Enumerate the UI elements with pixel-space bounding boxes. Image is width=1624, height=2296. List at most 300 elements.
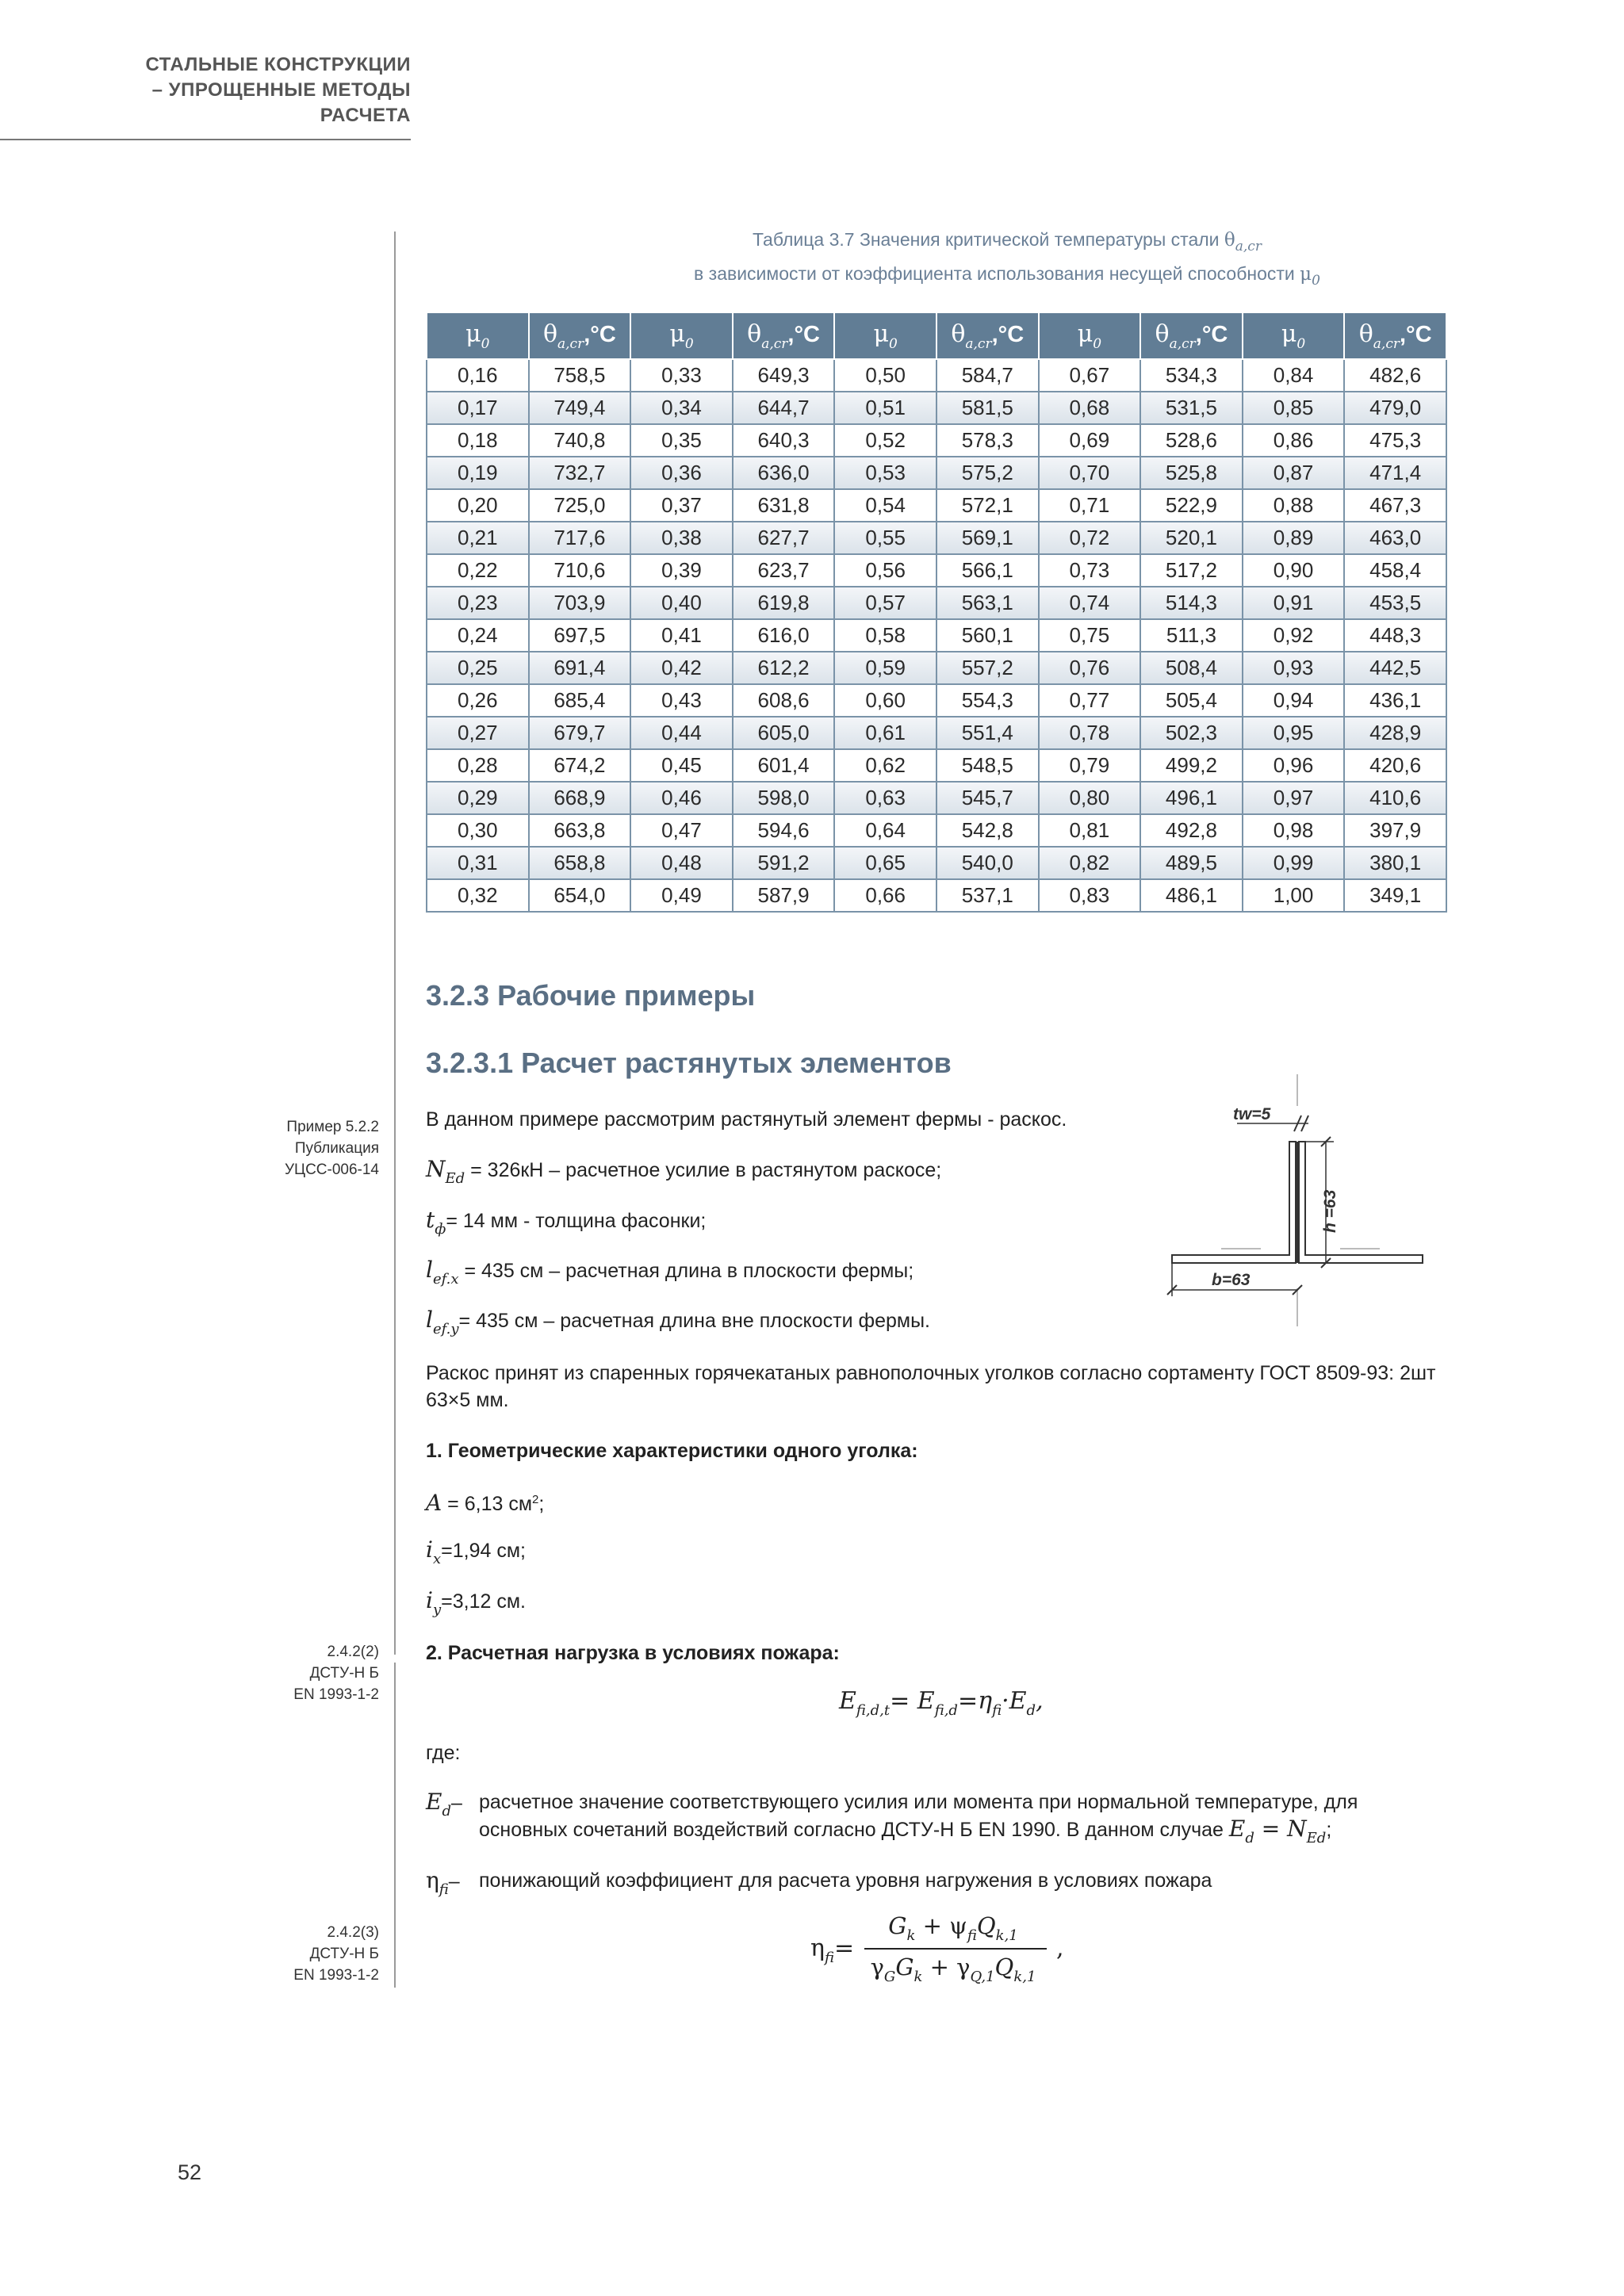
- param-iy: [426, 1587, 526, 1624]
- f2-num-mid: + ψ: [915, 1912, 967, 1939]
- table-cell: 463,0: [1344, 522, 1446, 554]
- param-ned: [426, 1156, 941, 1192]
- f2-num-end: Q: [976, 1912, 996, 1939]
- formula-eta-numerator: [858, 1912, 1048, 1944]
- table-cell: 0,37: [630, 489, 733, 522]
- section-heading-3-2-3-1: 3.2.3.1 Расчет растянутых элементов: [426, 1047, 952, 1079]
- tf-symbol: t: [426, 1207, 435, 1233]
- where-label: где:: [426, 1742, 461, 1764]
- table-cell: 0,68: [1039, 392, 1141, 424]
- ed-eq-rhs-sub: Ed: [1306, 1830, 1327, 1846]
- table-cell: 0,65: [834, 847, 936, 879]
- table-cell: 0,35: [630, 424, 733, 457]
- table-cell: 508,4: [1140, 652, 1243, 684]
- table-cell: 591,2: [733, 847, 835, 879]
- table-cell: 410,6: [1344, 782, 1446, 814]
- table-cell: 548,5: [936, 749, 1039, 782]
- table-cell: 0,20: [427, 489, 529, 522]
- side-note-1-line-1: Пример 5.2.2: [286, 1119, 379, 1135]
- table-cell: 0,16: [427, 359, 529, 392]
- table-cell: 528,6: [1140, 424, 1243, 457]
- table-cell: 594,6: [733, 814, 835, 847]
- fraction-bar: [864, 1948, 1047, 1950]
- table-header-cell: [630, 312, 733, 359]
- side-note-3-line-2: ДСТУ-Н Б: [309, 1946, 379, 1962]
- table-cell: 0,83: [1039, 879, 1141, 912]
- table-cell: 0,81: [1039, 814, 1141, 847]
- table-cell: 569,1: [936, 522, 1039, 554]
- f1-b: = E: [890, 1687, 935, 1715]
- table-cell: 0,41: [630, 619, 733, 652]
- ed-term-dash: –: [450, 1792, 462, 1814]
- critical-temperature-table: [426, 312, 1447, 913]
- ed-eq-tail: ;: [1326, 1819, 1332, 1841]
- ed-desc-text: расчетное значение соответствующего усилия или момента при нормальной температуре, для основных сочетаний воздействий согласно ДСТУ-Н Б EN 1990. В данном случае: [479, 1791, 1358, 1841]
- header-symbol: μ: [1077, 320, 1094, 348]
- load-title: 2. Расчетная нагрузка в условиях пожара:: [426, 1642, 840, 1664]
- header-unit: ,°C: [787, 321, 820, 347]
- lefy-sub: ef.y: [432, 1321, 459, 1337]
- header-symbol: θ: [542, 320, 558, 348]
- table-cell: 697,5: [529, 619, 631, 652]
- table-cell: 0,69: [1039, 424, 1141, 457]
- table-cell: 627,7: [733, 522, 835, 554]
- table-cell: 525,8: [1140, 457, 1243, 489]
- table-row: [427, 424, 1446, 457]
- table-cell: 608,6: [733, 684, 835, 717]
- table-cell: 0,71: [1039, 489, 1141, 522]
- ed-term-sub: d: [442, 1803, 451, 1820]
- table-cell: 0,90: [1243, 554, 1345, 587]
- table-cell: 551,4: [936, 717, 1039, 749]
- table-cell: 475,3: [1344, 424, 1446, 457]
- table-header-cell: [1344, 312, 1446, 359]
- table-cell: 658,8: [529, 847, 631, 879]
- header-subscript: a,cr: [965, 335, 992, 352]
- header-line-2: – УПРОЩЕННЫЕ МЕТОДЫ: [151, 79, 411, 101]
- side-note-3-line-1: 2.4.2(3): [327, 1924, 379, 1941]
- table-cell: 668,9: [529, 782, 631, 814]
- table-cell: 578,3: [936, 424, 1039, 457]
- table-cell: 0,40: [630, 587, 733, 619]
- table-cell: 0,80: [1039, 782, 1141, 814]
- table-cell: 1,00: [1243, 879, 1345, 912]
- table-cell: 0,55: [834, 522, 936, 554]
- lefy-symbol: l: [426, 1307, 433, 1333]
- header-symbol: θ: [951, 320, 966, 348]
- eta-term-dash: –: [448, 1870, 460, 1892]
- table-header-cell: [1039, 312, 1141, 359]
- table-cell: 542,8: [936, 814, 1039, 847]
- table-cell: 679,7: [529, 717, 631, 749]
- table-cell: 0,64: [834, 814, 936, 847]
- table-cell: 584,7: [936, 359, 1039, 392]
- table-header-cell: [1140, 312, 1243, 359]
- area-tail: ;: [538, 1493, 545, 1515]
- table-cell: 0,45: [630, 749, 733, 782]
- def-ed-desc: [479, 1789, 1448, 1852]
- table-cell: 560,1: [936, 619, 1039, 652]
- header-subscript: a,cr: [761, 335, 788, 352]
- table-cell: 0,99: [1243, 847, 1345, 879]
- side-note-1-line-3: УЦСС-006-14: [284, 1161, 379, 1178]
- table-cell: 605,0: [733, 717, 835, 749]
- table-cell: 0,76: [1039, 652, 1141, 684]
- geom-title: 1. Геометрические характеристики одного уголка:: [426, 1440, 918, 1462]
- ned-symbol: N: [426, 1156, 446, 1182]
- table-cell: 0,61: [834, 717, 936, 749]
- table-cell: 397,9: [1344, 814, 1446, 847]
- def-eta-term: [426, 1867, 460, 1904]
- param-area: [426, 1487, 544, 1517]
- table-cell: 537,1: [936, 879, 1039, 912]
- table-cell: 0,84: [1243, 359, 1345, 392]
- margin-rule-lower: [394, 1663, 396, 1988]
- formula-eta-denominator: [858, 1954, 1048, 1985]
- table-cell: 0,25: [427, 652, 529, 684]
- f2-num-sub: k: [906, 1927, 916, 1944]
- table-cell: 572,1: [936, 489, 1039, 522]
- table-cell: 442,5: [1344, 652, 1446, 684]
- f2-den-mid: + γ: [922, 1954, 971, 1980]
- table-cell: 453,5: [1344, 587, 1446, 619]
- table-cell: 691,4: [529, 652, 631, 684]
- table-cell: 0,73: [1039, 554, 1141, 587]
- table-row: [427, 392, 1446, 424]
- header-subscript: 0: [684, 335, 694, 352]
- ix-text: =1,94 см;: [441, 1540, 526, 1562]
- table-cell: 0,66: [834, 879, 936, 912]
- table-row: [427, 522, 1446, 554]
- table-header-cell: [733, 312, 835, 359]
- table-cell: 0,93: [1243, 652, 1345, 684]
- side-note-2-line-3: EN 1993-1-2: [293, 1686, 379, 1703]
- table-cell: 0,77: [1039, 684, 1141, 717]
- header-subscript: 0: [1093, 335, 1102, 352]
- page-number: 52: [178, 2160, 202, 2184]
- caption-line2-text: в зависимости от коэффициента использования несущей способности: [694, 263, 1300, 284]
- table-cell: 0,79: [1039, 749, 1141, 782]
- table-cell: 619,8: [733, 587, 835, 619]
- formula-eta-tail: ,: [1056, 1934, 1064, 1962]
- table-cell: 492,8: [1140, 814, 1243, 847]
- formula-fire-effect: [839, 1687, 1044, 1719]
- f2-num: G: [888, 1912, 907, 1939]
- table-cell: 644,7: [733, 392, 835, 424]
- header-subscript: 0: [481, 335, 490, 352]
- table-cell: 0,17: [427, 392, 529, 424]
- ed-eq-mid: =: [1254, 1816, 1288, 1842]
- ed-eq-rhs: N: [1287, 1816, 1307, 1842]
- table-cell: 428,9: [1344, 717, 1446, 749]
- table-cell: 0,57: [834, 587, 936, 619]
- table-cell: 349,1: [1344, 879, 1446, 912]
- table-cell: 496,1: [1140, 782, 1243, 814]
- area-sup: 2: [532, 1493, 539, 1506]
- f1-tail: ,: [1036, 1687, 1044, 1715]
- table-cell: 545,7: [936, 782, 1039, 814]
- table-row: [427, 554, 1446, 587]
- f1-a: E: [839, 1687, 856, 1715]
- table-header-row: [427, 312, 1446, 359]
- header-subscript: 0: [1297, 335, 1306, 352]
- f1-c-sub: fi: [992, 1702, 1002, 1719]
- table-cell: 663,8: [529, 814, 631, 847]
- table-cell: 499,2: [1140, 749, 1243, 782]
- f2-den-end: Q: [994, 1954, 1014, 1980]
- lefy-text: = 435 см – расчетная длина вне плоскости фермы.: [458, 1310, 931, 1332]
- side-note-example: [285, 1116, 379, 1181]
- table-row: [427, 879, 1446, 912]
- table-cell: 703,9: [529, 587, 631, 619]
- table-cell: 0,32: [427, 879, 529, 912]
- table-cell: 0,50: [834, 359, 936, 392]
- param-tf: [426, 1207, 706, 1243]
- table-cell: 0,26: [427, 684, 529, 717]
- table-cell: 0,91: [1243, 587, 1345, 619]
- table-cell: 0,62: [834, 749, 936, 782]
- table-cell: 0,29: [427, 782, 529, 814]
- f2-den-mid-sub: Q,1: [970, 1969, 995, 1985]
- table-cell: 0,27: [427, 717, 529, 749]
- caption-theta: θ: [1224, 230, 1235, 251]
- header-subscript: a,cr: [557, 335, 584, 352]
- table-cell: 554,3: [936, 684, 1039, 717]
- ix-sub: x: [432, 1551, 442, 1567]
- f1-b-sub: fi,d: [934, 1702, 958, 1719]
- table-cell: 0,44: [630, 717, 733, 749]
- table-cell: 0,78: [1039, 717, 1141, 749]
- table-cell: 0,85: [1243, 392, 1345, 424]
- running-header: [146, 52, 411, 128]
- angle-section-diagram: [1158, 1074, 1443, 1328]
- f2-num-end-sub: k,1: [995, 1927, 1018, 1944]
- table-cell: 520,1: [1140, 522, 1243, 554]
- table-row: [427, 489, 1446, 522]
- eta-term-sub: fi: [439, 1881, 449, 1898]
- table-cell: 531,5: [1140, 392, 1243, 424]
- table-cell: 0,42: [630, 652, 733, 684]
- table-row: [427, 749, 1446, 782]
- table-cell: 0,38: [630, 522, 733, 554]
- lefx-text: = 435 см – расчетная длина в плоскости фермы;: [458, 1260, 914, 1282]
- table-cell: 486,1: [1140, 879, 1243, 912]
- header-subscript: a,cr: [1169, 335, 1196, 352]
- param-lefx: [426, 1257, 914, 1293]
- table-cell: 489,5: [1140, 847, 1243, 879]
- table-cell: 502,3: [1140, 717, 1243, 749]
- table-cell: 436,1: [1344, 684, 1446, 717]
- def-eta-desc: понижающий коэффициент для расчета уровня нагружения в условиях пожара: [479, 1869, 1212, 1892]
- table-cell: 0,52: [834, 424, 936, 457]
- header-subscript: 0: [889, 335, 898, 352]
- table-cell: 0,74: [1039, 587, 1141, 619]
- iy-sub: y: [432, 1601, 442, 1618]
- table-cell: 479,0: [1344, 392, 1446, 424]
- area-text: = 6,13 см: [442, 1493, 533, 1515]
- table-cell: 612,2: [733, 652, 835, 684]
- table-cell: 0,51: [834, 392, 936, 424]
- ned-text: = 326кН – расчетное усилие в растянутом раскосе;: [465, 1159, 942, 1181]
- table-row: [427, 652, 1446, 684]
- lefx-symbol: l: [426, 1257, 433, 1283]
- left-angle: [1172, 1142, 1296, 1263]
- table-cell: 649,3: [733, 359, 835, 392]
- table-cell: 0,46: [630, 782, 733, 814]
- caption-line1-text: Таблица 3.7 Значения критической температуры стали: [753, 229, 1224, 250]
- table-cell: 420,6: [1344, 749, 1446, 782]
- table-cell: 0,30: [427, 814, 529, 847]
- table-cell: 0,97: [1243, 782, 1345, 814]
- f1-c: =η: [957, 1687, 993, 1715]
- table-cell: 0,56: [834, 554, 936, 587]
- f1-a-sub: fi,d,t: [856, 1702, 891, 1719]
- table-cell: 0,19: [427, 457, 529, 489]
- table-cell: 0,92: [1243, 619, 1345, 652]
- def-ed-term: [426, 1789, 462, 1825]
- table-cell: 640,3: [733, 424, 835, 457]
- table-row: [427, 457, 1446, 489]
- ed-term-symbol: E: [426, 1789, 442, 1815]
- table-cell: 587,9: [733, 879, 835, 912]
- side-note-3-line-3: EN 1993-1-2: [293, 1967, 379, 1984]
- table-cell: 0,67: [1039, 359, 1141, 392]
- table-cell: 482,6: [1344, 359, 1446, 392]
- table-cell: 0,47: [630, 814, 733, 847]
- tw-label: tw=5: [1233, 1105, 1271, 1123]
- table-cell: 0,43: [630, 684, 733, 717]
- area-symbol: A: [426, 1490, 442, 1516]
- table-cell: 0,31: [427, 847, 529, 879]
- table-cell: 623,7: [733, 554, 835, 587]
- table-cell: 0,33: [630, 359, 733, 392]
- example-intro: В данном примере рассмотрим растянутый элемент фермы - раскос.: [426, 1108, 1067, 1131]
- table-cell: 0,53: [834, 457, 936, 489]
- table-cell: 517,2: [1140, 554, 1243, 587]
- header-symbol: μ: [873, 320, 889, 348]
- ned-sub: Ed: [445, 1170, 465, 1187]
- f1-d-sub: d: [1026, 1702, 1036, 1719]
- header-symbol: θ: [1358, 320, 1373, 348]
- table-cell: 0,86: [1243, 424, 1345, 457]
- side-note-2-line-1: 2.4.2(2): [327, 1644, 379, 1660]
- section-heading-3-2-3: 3.2.3 Рабочие примеры: [426, 979, 756, 1012]
- f2-eq: =: [834, 1934, 855, 1962]
- table-cell: 575,2: [936, 457, 1039, 489]
- table-cell: 522,9: [1140, 489, 1243, 522]
- table-cell: 0,88: [1243, 489, 1345, 522]
- formula-eta-lhs: [810, 1934, 854, 1966]
- f2-num-mid-sub: fi: [967, 1927, 977, 1944]
- table-cell: 471,4: [1344, 457, 1446, 489]
- table-cell: 616,0: [733, 619, 835, 652]
- table-cell: 654,0: [529, 879, 631, 912]
- right-angle: [1299, 1142, 1423, 1263]
- table-cell: 458,4: [1344, 554, 1446, 587]
- header-unit: ,°C: [1399, 321, 1432, 347]
- header-unit: ,°C: [1195, 321, 1228, 347]
- tf-sub: ф: [435, 1221, 446, 1238]
- table-cell: 636,0: [733, 457, 835, 489]
- caption-mu: μ: [1300, 264, 1312, 285]
- ed-eq-lhs: E: [1228, 1816, 1246, 1842]
- header-line-1: СТАЛЬНЫЕ КОНСТРУКЦИИ: [145, 54, 411, 75]
- table-header-cell: [834, 312, 936, 359]
- header-subscript: a,cr: [1373, 335, 1400, 352]
- table-cell: 448,3: [1344, 619, 1446, 652]
- table-cell: 601,4: [733, 749, 835, 782]
- table-cell: 566,1: [936, 554, 1039, 587]
- table-row: [427, 587, 1446, 619]
- table-cell: 0,54: [834, 489, 936, 522]
- eta-term-symbol: η: [426, 1867, 439, 1893]
- table-row: [427, 619, 1446, 652]
- table-cell: 0,96: [1243, 749, 1345, 782]
- table-cell: 563,1: [936, 587, 1039, 619]
- table-cell: 0,95: [1243, 717, 1345, 749]
- table-header-cell: [427, 312, 529, 359]
- header-symbol: μ: [669, 320, 685, 348]
- iy-text: =3,12 см.: [441, 1590, 526, 1613]
- table-cell: 0,28: [427, 749, 529, 782]
- table-cell: 710,6: [529, 554, 631, 587]
- table-cell: 540,0: [936, 847, 1039, 879]
- table-header-cell: [936, 312, 1039, 359]
- table-row: [427, 847, 1446, 879]
- table-body: [427, 359, 1446, 912]
- header-symbol: μ: [1281, 320, 1297, 348]
- table-row: [427, 359, 1446, 392]
- table-cell: 717,6: [529, 522, 631, 554]
- table-cell: 0,75: [1039, 619, 1141, 652]
- table-cell: 0,72: [1039, 522, 1141, 554]
- header-unit: ,°C: [584, 321, 616, 347]
- side-note-2-line-2: ДСТУ-Н Б: [309, 1665, 379, 1682]
- table-cell: 749,4: [529, 392, 631, 424]
- table-cell: 631,8: [733, 489, 835, 522]
- table-cell: 511,3: [1140, 619, 1243, 652]
- table-header-cell: [529, 312, 631, 359]
- section-note: Раскос принят из спаренных горячекатаных равнополочных уголков согласно сортаменту ГОСТ 8509-93: 2шт 63×5 мм.: [426, 1362, 1436, 1411]
- table-row: [427, 782, 1446, 814]
- header-rule: [0, 139, 411, 140]
- f2-den1-sub: G: [883, 1969, 896, 1985]
- h-label: h =63: [1321, 1189, 1339, 1233]
- table-cell: 380,1: [1344, 847, 1446, 879]
- iy-symbol: i: [426, 1587, 433, 1613]
- table-cell: 0,94: [1243, 684, 1345, 717]
- table-cell: 0,98: [1243, 814, 1345, 847]
- table-caption: [492, 226, 1522, 294]
- table-cell: 0,18: [427, 424, 529, 457]
- header-symbol: θ: [747, 320, 762, 348]
- table-cell: 0,82: [1039, 847, 1141, 879]
- table-cell: 0,34: [630, 392, 733, 424]
- f2-lhs: η: [810, 1934, 825, 1962]
- header-symbol: θ: [1155, 320, 1170, 348]
- table-cell: 598,0: [733, 782, 835, 814]
- tf-text: = 14 мм - толщина фасонки;: [446, 1210, 707, 1232]
- table-cell: 740,8: [529, 424, 631, 457]
- table-cell: 0,23: [427, 587, 529, 619]
- side-note-1-line-2: Публикация: [294, 1140, 379, 1157]
- table-cell: 0,89: [1243, 522, 1345, 554]
- table-cell: 732,7: [529, 457, 631, 489]
- table-cell: 0,87: [1243, 457, 1345, 489]
- caption-theta-sub: a,cr: [1235, 239, 1262, 254]
- f2-den2: G: [895, 1954, 914, 1980]
- table-cell: 467,3: [1344, 489, 1446, 522]
